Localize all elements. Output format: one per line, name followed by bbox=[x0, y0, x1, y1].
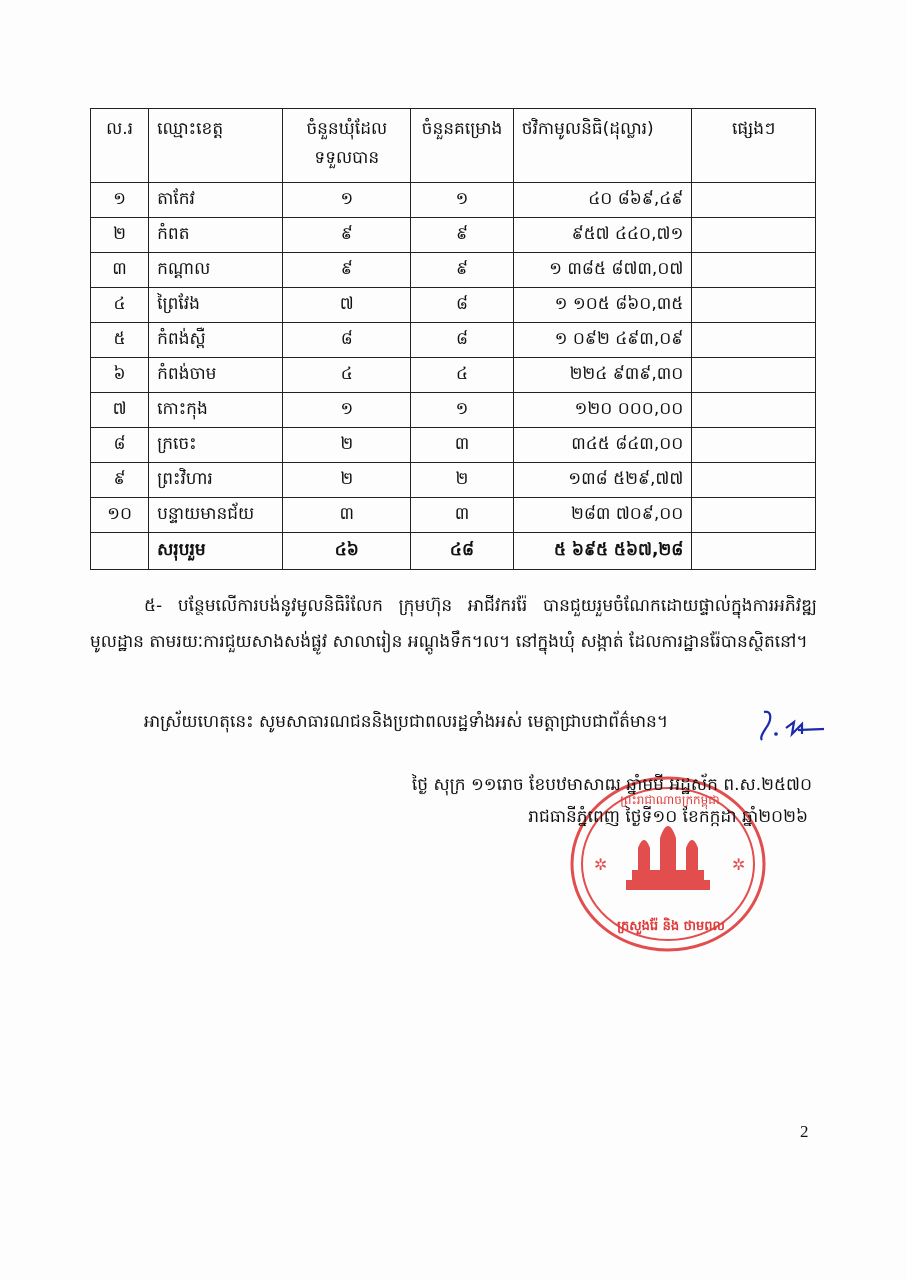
cell-budget: ៣៤៥ ៨៤៣,០០ bbox=[513, 428, 692, 463]
cell-budget: ១ ១០៥ ៨៦០,៣៥ bbox=[513, 288, 692, 323]
cell-no: ៧ bbox=[91, 393, 149, 428]
svg-text:✲: ✲ bbox=[594, 855, 608, 874]
solar-date-line: រាជធានីភ្នំពេញ ថ្ងៃទី១០ ខែកក្កដា ឆ្នាំ២០២៦ bbox=[528, 807, 808, 827]
cell-other bbox=[692, 253, 816, 288]
paragraph-contribution: ៥- បន្ថែមលើការបង់នូវមូលនិធិរំលែក ក្រុមហ៊ុន អាជីវកររ៉ែ បានជួយរួមចំណែកដោយផ្ទាល់ក្នុងការអភិវឌ្ឍមូលដ្ឋាន តាមរយៈការជួយសាងសង់ផ្លូវ សាលារៀន អណ្តូងទឹក។ល។ នៅក្នុងឃុំ សង្កាត់ ដែលការដ្ឋានរ៉ែបានស្ថិតនៅ។ bbox=[90, 596, 817, 652]
col-header-province: ឈ្មោះខេត្ត bbox=[149, 109, 283, 183]
cell-name: កំពង់ចាម bbox=[149, 358, 283, 393]
cell-budget: ១២០ ០០០,០០ bbox=[513, 393, 692, 428]
cell-projects: ៣ bbox=[411, 498, 514, 533]
table-row bbox=[91, 218, 816, 253]
table-row bbox=[91, 253, 816, 288]
mining-fund-table bbox=[90, 108, 816, 570]
cell-budget: ៤០ ៨៦៩,៤៩ bbox=[513, 183, 692, 218]
cell-no: ៨ bbox=[91, 428, 149, 463]
cell-other bbox=[692, 183, 816, 218]
table-row bbox=[91, 183, 816, 218]
cell-communes: ៤ bbox=[283, 358, 411, 393]
cell-no: ១ bbox=[91, 183, 149, 218]
cell-budget: ១៣៨ ៥២៩,៧៧ bbox=[513, 463, 692, 498]
col-header-budget: ថវិកាមូលនិធិ(ដុល្លារ) bbox=[513, 109, 692, 183]
page-number: 2 bbox=[800, 1122, 809, 1141]
total-budget: ៥ ៦៩៥ ៥៦៧,២៨ bbox=[513, 533, 692, 570]
cell-other bbox=[692, 323, 816, 358]
cell-communes: ១ bbox=[283, 183, 411, 218]
cell-projects: ៩ bbox=[411, 253, 514, 288]
initial-signature-icon bbox=[758, 708, 828, 744]
cell-no: ១០ bbox=[91, 498, 149, 533]
svg-text:✲: ✲ bbox=[732, 855, 746, 874]
seal-text-top: ព្រះរាជាណាចក្រកម្ពុជា bbox=[620, 793, 720, 807]
col-header-other: ផ្សេងៗ bbox=[692, 109, 816, 183]
cell-other bbox=[692, 218, 816, 253]
table-row bbox=[91, 498, 816, 533]
table-body bbox=[91, 183, 816, 570]
cell-name: កណ្តាល bbox=[149, 253, 283, 288]
cell-projects: ១ bbox=[411, 393, 514, 428]
cell-projects: ៨ bbox=[411, 288, 514, 323]
cell-other bbox=[692, 358, 816, 393]
seal-text-bottom: ក្រសួងរ៉ែ និង ថាមពល bbox=[617, 919, 725, 934]
col-header-projects: ចំនួនគម្រោង bbox=[411, 109, 514, 183]
cell-name: ព្រះវិហារ bbox=[149, 463, 283, 498]
cell-no: ៣ bbox=[91, 253, 149, 288]
total-communes: ៤៦ bbox=[283, 533, 411, 570]
table-row bbox=[91, 393, 816, 428]
cell-projects: ៨ bbox=[411, 323, 514, 358]
cell-communes: ៩ bbox=[283, 253, 411, 288]
table-row bbox=[91, 428, 816, 463]
table-row bbox=[91, 463, 816, 498]
cell-communes: ៧ bbox=[283, 288, 411, 323]
cell-other bbox=[692, 498, 816, 533]
cell-no: ៦ bbox=[91, 358, 149, 393]
lunar-date-line: ថ្ងៃ សុក្រ ១១រោច ខែបឋមាសាឍ ឆ្នាំមមី អដ្ឋស័ក ព.ស.២៥៧០ bbox=[411, 775, 812, 795]
table-row bbox=[91, 358, 816, 393]
cell-name: កោះកុង bbox=[149, 393, 283, 428]
cell-communes: ៣ bbox=[283, 498, 411, 533]
total-label: សរុបរួម bbox=[149, 533, 283, 570]
cell-budget: ២២៤ ៩៣៩,៣០ bbox=[513, 358, 692, 393]
table-total-row bbox=[91, 533, 816, 570]
cell-other bbox=[692, 463, 816, 498]
cell-projects: ៣ bbox=[411, 428, 514, 463]
cell-communes: ៨ bbox=[283, 323, 411, 358]
cell-communes: ១ bbox=[283, 393, 411, 428]
cell-communes: ២ bbox=[283, 428, 411, 463]
total-empty-cell bbox=[692, 533, 816, 570]
table-row bbox=[91, 323, 816, 358]
cell-projects: ១ bbox=[411, 183, 514, 218]
total-empty-cell bbox=[91, 533, 149, 570]
col-header-no: ល.រ bbox=[91, 109, 149, 183]
cell-name: កំពង់ស្ពឺ bbox=[149, 323, 283, 358]
cell-budget: ១ ០៩២ ៤៩៣,០៩ bbox=[513, 323, 692, 358]
cell-budget: ២៨៣ ៧០៩,០០ bbox=[513, 498, 692, 533]
table-row bbox=[91, 288, 816, 323]
cell-budget: ១ ៣៨៥ ៨៧៣,០៧ bbox=[513, 253, 692, 288]
cell-name: តាកែវ bbox=[149, 183, 283, 218]
cell-no: ៩ bbox=[91, 463, 149, 498]
cell-other bbox=[692, 428, 816, 463]
cell-projects: ២ bbox=[411, 463, 514, 498]
cell-no: ៤ bbox=[91, 288, 149, 323]
cell-name: ព្រៃវែង bbox=[149, 288, 283, 323]
table-header-row bbox=[91, 109, 816, 183]
cell-communes: ២ bbox=[283, 463, 411, 498]
cell-budget: ៩៥៧ ៤៤០,៧១ bbox=[513, 218, 692, 253]
cell-name: បន្ទាយមានជ័យ bbox=[149, 498, 283, 533]
cell-other bbox=[692, 288, 816, 323]
cell-name: ក្រចេះ bbox=[149, 428, 283, 463]
paragraph-announcement: អាស្រ័យហេតុនេះ សូមសាធារណជននិងប្រជាពលរដ្ឋទាំងអស់ មេត្តាជ្រាបជាព័ត៌មាន។ bbox=[144, 712, 669, 732]
cell-no: ៥ bbox=[91, 323, 149, 358]
cell-other bbox=[692, 393, 816, 428]
cell-no: ២ bbox=[91, 218, 149, 253]
cell-name: កំពត bbox=[149, 218, 283, 253]
cell-communes: ៩ bbox=[283, 218, 411, 253]
col-header-communes: ចំនួនឃុំដែលទទួលបាន bbox=[283, 109, 411, 183]
cell-projects: ៩ bbox=[411, 218, 514, 253]
total-projects: ៤៨ bbox=[411, 533, 514, 570]
cell-projects: ៤ bbox=[411, 358, 514, 393]
